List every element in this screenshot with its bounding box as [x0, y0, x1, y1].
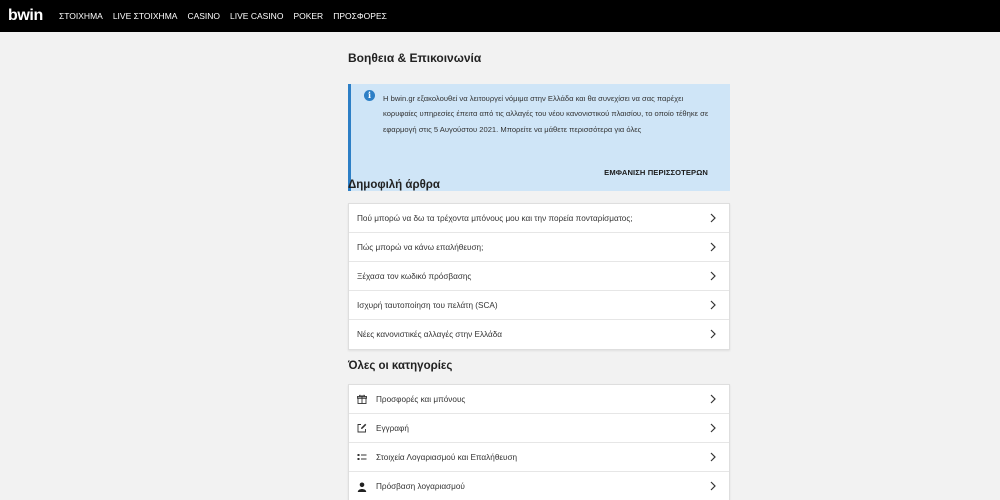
chevron-right-icon — [708, 452, 718, 462]
gift-icon — [357, 394, 367, 404]
chevron-right-icon — [708, 423, 718, 433]
chevron-right-icon — [708, 271, 718, 281]
chevron-right-icon — [708, 300, 718, 310]
article-row[interactable] — [349, 204, 729, 233]
show-more-button[interactable]: ΕΜΦΑΝΙΣΗ ΠΕΡΙΣΣΟΤΕΡΩΝ — [604, 168, 708, 177]
all-categories-title: Όλες οι κατηγορίες — [348, 360, 453, 372]
category-label: Προσφορές και μπόνους — [376, 394, 466, 404]
article-row[interactable] — [349, 262, 729, 291]
article-label: Πού μπορώ να δω τα τρέχοντα μπόνους μου και την πορεία πονταρίσματος; — [357, 213, 633, 223]
notice-text: Η bwin.gr εξακολουθεί να λειτουργεί νόμιμα στην Ελλάδα και θα συνεχίσει να σας παρέχει κορυφαίες υπηρεσίες έπειτα από τις αλλαγές του νέου κανονιστικού πλαισίου, το οποίο τέθηκε σε εφαρμογή στις 5 Αυγούστου 2021. Μπορείτε να μάθετε περισσότερα για όλες — [383, 94, 709, 134]
nav-item-poker[interactable]: POKER — [293, 11, 324, 21]
nav-item-live-casino[interactable]: LIVE CASINO — [230, 11, 284, 21]
article-label: Ισχυρή ταυτοποίηση του πελάτη (SCA) — [357, 300, 498, 310]
article-row[interactable] — [349, 291, 729, 320]
chevron-right-icon — [708, 329, 718, 339]
info-notice — [348, 84, 730, 191]
nav-item-casino[interactable]: CASINO — [187, 11, 221, 21]
info-icon: i — [364, 90, 375, 101]
categories-list — [348, 384, 730, 500]
bwin-logo[interactable]: bwin — [8, 7, 43, 24]
list-icon — [357, 452, 367, 462]
popular-articles-title: Δημοφιλή άρθρα — [348, 179, 440, 191]
article-label: Πώς μπορώ να κάνω επαλήθευση; — [357, 242, 484, 252]
article-row[interactable] — [349, 320, 729, 349]
chevron-right-icon — [708, 242, 718, 252]
main-nav — [59, 0, 397, 32]
popular-articles-list — [348, 203, 730, 350]
article-label: Νέες κανονιστικές αλλαγές στην Ελλάδα — [357, 330, 503, 339]
nav-item-promotions[interactable]: ΠΡΟΣΦΟΡΕΣ — [333, 11, 387, 21]
user-icon — [357, 482, 367, 492]
nav-item-sports[interactable]: ΣΤΟΙΧΗΜΑ — [59, 11, 103, 21]
edit-icon — [357, 423, 367, 433]
chevron-right-icon — [708, 213, 718, 223]
article-label: Ξέχασα τον κωδικό πρόσβασης — [357, 271, 472, 281]
category-label: Πρόσβαση λογαριασμού — [376, 482, 465, 491]
category-row-registration[interactable] — [349, 414, 729, 443]
category-label: Στοιχεία Λογαριασμού και Επαλήθευση — [376, 452, 518, 462]
category-row-promotions[interactable] — [349, 385, 729, 414]
top-navigation-bar — [0, 0, 1000, 32]
category-row-account-details[interactable] — [349, 443, 729, 472]
nav-item-live-sports[interactable]: LIVE ΣΤΟΙΧΗΜΑ — [112, 11, 178, 21]
chevron-right-icon — [708, 394, 718, 404]
article-row[interactable] — [349, 233, 729, 262]
category-label: Εγγραφή — [376, 423, 409, 433]
page-title: Βοηθεια & Επικοινωνία — [348, 51, 482, 65]
chevron-right-icon — [708, 481, 718, 491]
category-row-account-access[interactable] — [349, 472, 729, 500]
